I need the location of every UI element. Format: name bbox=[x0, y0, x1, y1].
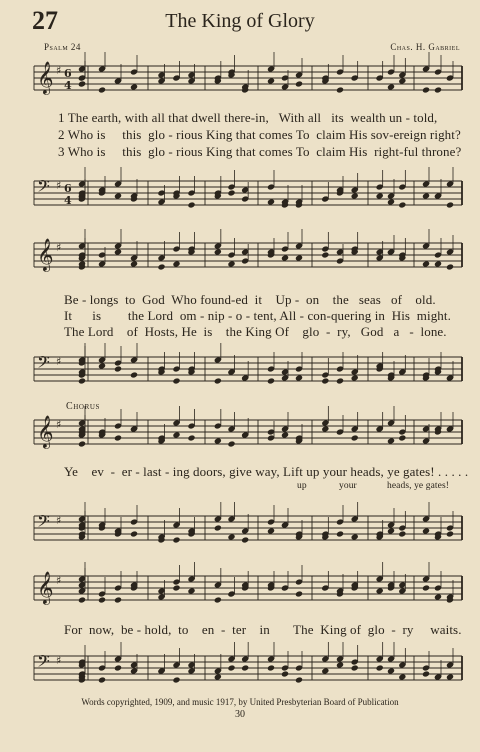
note-head bbox=[434, 260, 442, 267]
note-head bbox=[281, 254, 289, 261]
note-head bbox=[351, 533, 359, 540]
echo-word: up bbox=[297, 481, 307, 491]
note-head bbox=[130, 83, 138, 90]
note-head bbox=[187, 434, 195, 441]
sharp-icon: ♯ bbox=[56, 355, 62, 368]
hymn-title: The King of Glory bbox=[165, 10, 315, 32]
note-head bbox=[130, 371, 138, 378]
note-head bbox=[98, 362, 106, 369]
time-signature: 6 bbox=[64, 182, 72, 195]
sharp-icon: ♯ bbox=[56, 654, 62, 667]
note-head bbox=[241, 664, 249, 671]
note-head bbox=[422, 584, 430, 591]
note-head bbox=[351, 664, 359, 671]
note-head bbox=[114, 434, 122, 441]
note-head bbox=[267, 198, 275, 205]
note-head bbox=[336, 661, 344, 668]
note-head bbox=[267, 527, 275, 534]
lyric-line: Be - longs to God Who found-ed it Up - on the seas of old. bbox=[64, 292, 436, 307]
note-head bbox=[422, 260, 430, 267]
note-head bbox=[214, 524, 222, 531]
lyric-line: 1 The earth, with all that dwell there-in, With all its wealth un - told, bbox=[58, 110, 438, 125]
note-head bbox=[336, 530, 344, 537]
note-head bbox=[295, 374, 303, 381]
bass-clef-icon: 𝄢 bbox=[37, 176, 50, 200]
note-head bbox=[267, 77, 275, 84]
note-head bbox=[172, 431, 180, 438]
note-head bbox=[114, 192, 122, 199]
sharp-icon: ♯ bbox=[56, 514, 62, 527]
page-number: 30 bbox=[235, 709, 245, 720]
treble-clef-icon: 𝄞 bbox=[37, 61, 54, 94]
bass-clef-icon: 𝄢 bbox=[37, 511, 50, 535]
note-head bbox=[98, 86, 106, 93]
note-head bbox=[295, 80, 303, 87]
note-head bbox=[446, 201, 454, 208]
echo-word: your bbox=[339, 481, 357, 491]
sharp-icon: ♯ bbox=[56, 574, 62, 587]
treble-clef-icon: 𝄞 bbox=[37, 571, 54, 604]
note-head bbox=[214, 248, 222, 255]
note-head bbox=[187, 587, 195, 594]
note-head bbox=[172, 377, 180, 384]
note-head bbox=[214, 673, 222, 680]
bass-clef-icon: 𝄢 bbox=[37, 352, 50, 376]
note-head bbox=[387, 667, 395, 674]
note-head bbox=[387, 198, 395, 205]
note-head bbox=[336, 377, 344, 384]
copyright-notice: Words copyrighted, 1909, and music 1917, by United Presbyterian Board of Publication bbox=[81, 697, 399, 707]
time-signature: 6 bbox=[64, 67, 72, 80]
note-head bbox=[187, 201, 195, 208]
note-head bbox=[376, 587, 384, 594]
note-head bbox=[398, 201, 406, 208]
note-head bbox=[214, 596, 222, 603]
lyric-line: Ye ev - er - last - ing doors, give way, Lift up your heads, ye gates! . . . . . bbox=[64, 464, 469, 479]
note-head bbox=[78, 440, 86, 447]
note-head bbox=[387, 437, 395, 444]
bass-clef-icon: 𝄢 bbox=[37, 651, 50, 675]
note-head bbox=[98, 676, 106, 683]
note-head bbox=[114, 596, 122, 603]
note-head bbox=[376, 664, 384, 671]
note-head bbox=[398, 434, 406, 441]
scripture-reference: Psalm 24 bbox=[44, 42, 81, 52]
note-head bbox=[422, 527, 430, 534]
note-head bbox=[321, 251, 329, 258]
lyric-line: The Lord of Hosts, He is the King Of glo - ry, God a - lone. bbox=[64, 324, 447, 339]
note-head bbox=[295, 590, 303, 597]
note-head bbox=[387, 527, 395, 534]
note-head bbox=[422, 192, 430, 199]
note-head bbox=[387, 83, 395, 90]
note-head bbox=[336, 86, 344, 93]
note-head bbox=[227, 440, 235, 447]
time-signature: 4 bbox=[64, 79, 72, 92]
note-head bbox=[321, 425, 329, 432]
sharp-icon: ♯ bbox=[56, 241, 62, 254]
note-head bbox=[351, 434, 359, 441]
note-head bbox=[351, 192, 359, 199]
treble-clef-icon: 𝄞 bbox=[37, 238, 54, 271]
note-head bbox=[422, 670, 430, 677]
note-head bbox=[446, 263, 454, 270]
note-head bbox=[434, 593, 442, 600]
note-head bbox=[295, 676, 303, 683]
note-head bbox=[78, 377, 86, 384]
note-head bbox=[321, 377, 329, 384]
note-head bbox=[98, 596, 106, 603]
note-head bbox=[157, 263, 165, 270]
note-head bbox=[295, 254, 303, 261]
note-head bbox=[214, 377, 222, 384]
sharp-icon: ♯ bbox=[56, 179, 62, 192]
note-head bbox=[281, 670, 289, 677]
note-head bbox=[78, 596, 86, 603]
lyric-line: It is the Lord om - nip - o - tent, All - con-quering in His might. bbox=[64, 308, 451, 323]
note-head bbox=[267, 664, 275, 671]
lyric-line: 3 Who is this glo - rious King that comes To claim His right-ful throne? bbox=[58, 144, 462, 159]
sharp-icon: ♯ bbox=[56, 418, 62, 431]
note-head bbox=[351, 374, 359, 381]
note-head bbox=[227, 189, 235, 196]
note-head bbox=[227, 533, 235, 540]
treble-clef-icon: 𝄞 bbox=[37, 415, 54, 448]
note-head bbox=[130, 260, 138, 267]
note-head bbox=[130, 530, 138, 537]
note-head bbox=[172, 676, 180, 683]
lyric-line: For now, be - hold, to en - ter in The King of glo - ry waits. bbox=[64, 622, 462, 637]
sharp-icon: ♯ bbox=[56, 64, 62, 77]
note-head bbox=[172, 536, 180, 543]
note-head bbox=[172, 584, 180, 591]
note-head bbox=[376, 192, 384, 199]
note-head bbox=[446, 530, 454, 537]
note-head bbox=[114, 365, 122, 372]
note-head bbox=[227, 260, 235, 267]
note-head bbox=[398, 673, 406, 680]
chorus-label: Chorus bbox=[66, 401, 100, 412]
note-head bbox=[281, 431, 289, 438]
lyric-line: 2 Who is this glo - rious King that comes To claim His sov-ereign right? bbox=[58, 127, 461, 142]
note-head bbox=[434, 86, 442, 93]
note-head bbox=[78, 80, 86, 87]
note-head bbox=[398, 530, 406, 537]
note-head bbox=[422, 86, 430, 93]
note-head bbox=[241, 536, 249, 543]
note-head bbox=[114, 664, 122, 671]
note-head bbox=[321, 667, 329, 674]
note-head bbox=[172, 260, 180, 267]
note-head bbox=[214, 437, 222, 444]
time-signature: 4 bbox=[64, 194, 72, 207]
note-head bbox=[267, 377, 275, 384]
echo-word: heads, ye gates! bbox=[387, 481, 450, 491]
hymn-number: 27 bbox=[32, 6, 58, 35]
note-head bbox=[398, 77, 406, 84]
composer-credit: Chas. H. Gabriel bbox=[390, 42, 460, 52]
note-head bbox=[227, 664, 235, 671]
note-head bbox=[114, 248, 122, 255]
note-head bbox=[446, 673, 454, 680]
